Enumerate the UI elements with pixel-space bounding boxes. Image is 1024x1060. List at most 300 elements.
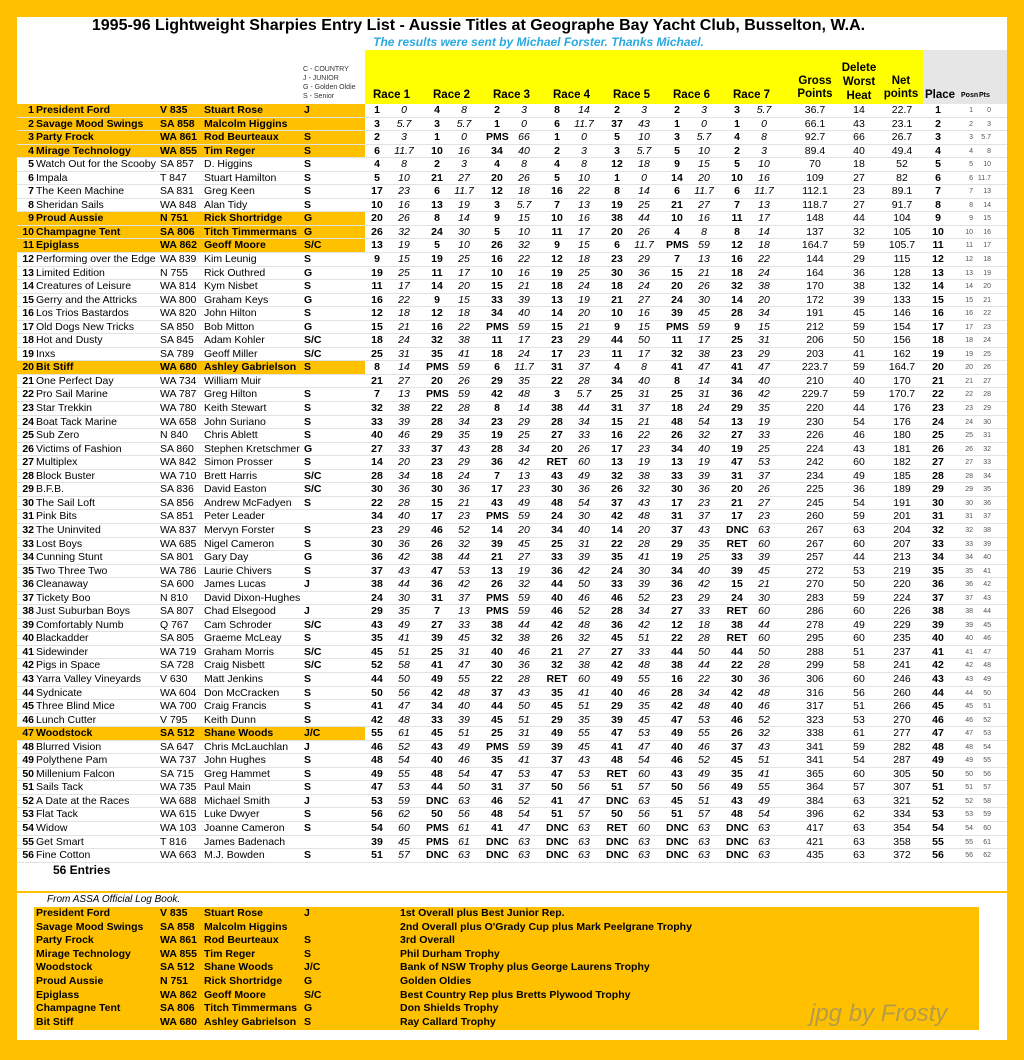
table-row [17,795,1007,809]
skipper-name: David Easton [204,483,267,496]
race-3-points: 63 [518,835,530,848]
skipper-name: Ashley Gabrielson [204,361,297,374]
net-points: 334 [893,808,911,821]
boat-name: Just Suburban Boys [36,605,130,618]
race-6-points: 63 [698,821,710,834]
race-5-position: 17 [611,442,623,455]
race-4-points: 13 [578,198,590,211]
race-4-points: 15 [578,239,590,252]
award-title: Best Country Rep plus Bretts Plywood Trophy [400,988,631,1001]
race-5-position: 46 [611,591,623,604]
award-boat-name: Epiglass [36,988,80,1001]
place: 45 [932,700,944,713]
row-number: 46 [22,713,34,726]
race-1-points: 32 [398,225,410,238]
race-7-points: 49 [758,794,770,807]
sail-number: WA 685 [160,537,197,550]
race-1-position: 33 [371,415,383,428]
race-5-position: 47 [611,727,623,740]
race-3-position: 2 [494,104,500,116]
race-5-points: 42 [638,618,650,631]
race-7-points: 21 [758,578,770,591]
skipper-name: Matt Jenkins [204,672,263,685]
race-4-points: 42 [578,564,590,577]
place: 28 [932,469,944,482]
race-4-position: 48 [551,496,563,509]
sail-number: WA 103 [160,821,197,834]
deleted-worst-heat: 51 [853,700,865,713]
race-7-points: 37 [758,469,770,482]
posn: 8 [969,201,973,209]
race-6-points: 27 [698,198,710,211]
posn: 47 [965,730,973,738]
net-points: 89.1 [891,185,913,198]
race-5-position: 48 [611,754,623,767]
pts: 28 [983,391,991,399]
race-7-points: 44 [758,618,770,631]
race-2-position: 13 [431,198,443,211]
pts: 57 [983,784,991,792]
race-3-position: 21 [491,551,503,564]
race-4-position: 24 [551,510,563,523]
race-5-points: 20 [638,523,650,536]
skipper-name: Titch Timmermans [204,225,297,238]
posn: 33 [965,540,973,548]
award-skipper: Ashley Gabrielson [204,1015,297,1028]
award-skipper: Malcolm Higgins [204,920,288,933]
race-1-points: 62 [398,808,410,821]
race-6-position: 20 [671,280,683,293]
race-5-points: 5.7 [636,144,652,157]
race-5-position: 44 [611,334,623,347]
race-1-position: 28 [371,469,383,482]
boat-name: Comfortably Numb [36,618,124,631]
race-3-position: 29 [491,374,503,387]
race-7-points: 15 [758,320,770,333]
net-points: 176 [893,402,911,415]
pts: 8 [987,147,991,155]
deleted-worst-heat: 38 [853,280,865,293]
header-delete-worst-heat [837,61,881,103]
deleted-worst-heat: 44 [853,212,865,225]
gross-points: 338 [806,727,824,740]
race-1-position: 1 [374,104,380,116]
race-3-position: 3 [494,198,500,211]
deleted-worst-heat: 54 [853,754,865,767]
race-4-points: 26 [578,442,590,455]
net-points: 372 [893,849,911,862]
net-points: 307 [893,781,911,794]
race-5-points: 22 [638,429,650,442]
race-7-points: 27 [758,496,770,509]
race-5-points: 53 [638,727,650,740]
race-4-points: 35 [578,713,590,726]
race-4-position: 14 [551,307,563,320]
race-5-points: 43 [638,117,650,130]
place: 40 [932,632,944,645]
table-row [17,199,1007,213]
race-5-points: 18 [638,158,650,171]
race-6-points: 35 [698,537,710,550]
deleted-worst-heat: 23 [853,185,865,198]
race-5-position: 27 [611,645,623,658]
skipper-name: Kym Nisbet [204,280,258,293]
race-1-position: 43 [371,618,383,631]
skipper-name: Keith Dunn [204,713,256,726]
gross-points: 317 [806,700,824,713]
race-4-points: 46 [578,591,590,604]
pts: 25 [983,350,991,358]
race-6-points: 21 [698,266,710,279]
gross-points: 288 [806,645,824,658]
race-4-position: 18 [551,280,563,293]
gross-points: 203 [806,347,824,360]
place: 27 [932,456,944,469]
skipper-name: Nigel Cameron [204,537,275,550]
race-2-position: 18 [431,469,443,482]
race-5-points: 3 [641,104,647,116]
posn: 14 [965,283,973,291]
skipper-name: Graham Keys [204,293,269,306]
race-4-points: 36 [578,483,590,496]
deleted-worst-heat: 43 [853,442,865,455]
class-code: S [304,198,312,211]
race-1-points: 48 [398,713,410,726]
race-1-points: 41 [398,632,410,645]
net-points: 237 [893,645,911,658]
skipper-name: Luke Dwyer [204,808,260,821]
race-3-points: 18 [518,185,530,198]
race-3-position: DNC [486,849,509,862]
race-5-position: 39 [611,713,623,726]
race-5-position: 50 [611,808,623,821]
race-2-position: 35 [431,347,443,360]
race-7-position: 30 [731,672,743,685]
net-points: 204 [893,523,911,536]
race-5-position: 41 [611,740,623,753]
race-3-points: 37 [518,781,530,794]
place: 30 [932,496,944,509]
row-number: 47 [22,727,34,740]
gross-points: 206 [806,334,824,347]
class-code: S [304,672,312,685]
place: 46 [932,713,944,726]
race-2-position: 11 [431,266,443,279]
row-number: 19 [22,347,34,360]
award-title: Ray Callard Trophy [400,1015,496,1028]
row-number: 10 [22,225,34,238]
race-2-position: 29 [431,429,443,442]
race-2-position: 6 [434,185,440,198]
boat-name: The Uninvited [36,523,101,536]
table-row [17,307,1007,321]
race-3-position: 34 [491,307,503,320]
race-6-position: 9 [674,158,680,171]
place: 32 [932,523,944,536]
race-7-points: 26 [758,483,770,496]
skipper-name: Joanne Cameron [204,821,285,834]
class-code: S/C [304,469,322,482]
race-5-position: 16 [611,429,623,442]
race-3-points: 41 [518,754,530,767]
race-4-position: 21 [551,645,563,658]
sail-number: WA 837 [160,523,197,536]
gross-points: 365 [806,767,824,780]
header-pts: Pts [979,92,990,99]
net-points: 49.4 [891,144,913,157]
race-6-points: 23 [698,496,710,509]
race-5-points: 48 [638,659,650,672]
race-4-position: 22 [551,374,563,387]
race-1-position: 37 [371,564,383,577]
race-2-position: PMS [426,835,449,848]
sail-number: WA 680 [160,361,197,374]
race-6-points: 16 [698,212,710,225]
header-gross-line2: Points [797,88,833,100]
race-1-position: 15 [371,320,383,333]
race-3-points: 20 [518,523,530,536]
race-7-position: RET [726,537,748,550]
sail-number: WA 855 [160,144,197,157]
pts: 56 [983,770,991,778]
race-6-position: 46 [671,754,683,767]
class-code: S [304,849,312,862]
table-row [17,497,1007,511]
posn: 17 [965,323,973,331]
boat-name: The Keen Machine [36,185,125,198]
race-2-points: 44 [458,551,470,564]
race-1-position: 48 [371,754,383,767]
race-2-points: 59 [458,361,470,374]
race-4-position: 11 [551,225,563,238]
race-3-points: 25 [518,429,530,442]
row-number: 49 [22,754,34,767]
class-code: J [304,794,310,807]
sail-number: SA 857 [160,158,194,171]
sail-number: SA 715 [160,767,194,780]
race-1-points: 16 [398,198,410,211]
race-1-points: 51 [398,645,410,658]
race-5-position: 11 [611,347,623,360]
class-code: S [304,808,312,821]
place: 31 [932,510,944,523]
race-7-points: 46 [758,700,770,713]
header-gross-line1: Gross [798,75,832,87]
race-4-position: 45 [551,700,563,713]
sail-number: WA 861 [160,131,197,144]
table-row [17,673,1007,687]
race-3-points: 15 [518,212,530,225]
race-4-points: 21 [578,320,590,333]
race-4-points: 5.7 [576,388,592,401]
race-5-points: 43 [638,496,650,509]
race-1-position: 17 [371,185,383,198]
race-1-points: 43 [398,564,410,577]
net-points: 305 [893,767,911,780]
net-points: 235 [893,632,911,645]
pts: 13 [983,188,991,196]
race-1-points: 33 [398,442,410,455]
net-points: 220 [893,578,911,591]
posn: 22 [965,391,973,399]
pts: 41 [983,567,991,575]
class-code: J [304,578,310,591]
race-2-position: 47 [431,564,443,577]
gross-points: 234 [806,469,824,482]
race-7-position: 39 [731,564,743,577]
gross-points: 212 [806,320,824,333]
race-7-position: 14 [731,293,743,306]
skipper-name: Adam Kohler [204,334,265,347]
race-2-position: 9 [434,293,440,306]
posn: 44 [965,689,973,697]
race-7-points: 60 [758,632,770,645]
boat-name: Pro Sail Marine [36,388,108,401]
pts: 32 [983,445,991,453]
place: 23 [932,402,944,415]
skipper-name: Stuart Hamilton [204,171,277,184]
race-2-points: 8 [461,104,467,116]
race-7-points: 60 [758,537,770,550]
race-6-position: 37 [671,523,683,536]
place: 10 [932,225,944,238]
net-points: 241 [893,659,911,672]
class-code: S/C [304,334,322,347]
race-6-position: 32 [671,347,683,360]
race-7-points: 54 [758,808,770,821]
race-1-points: 58 [398,659,410,672]
race-1-points: 30 [398,591,410,604]
pts: 18 [983,256,991,264]
place: 29 [932,483,944,496]
sail-number: N 840 [160,429,189,442]
race-7-points: 11.7 [754,185,774,198]
race-4-points: 34 [578,415,590,428]
race-4-points: 48 [578,618,590,631]
skipper-name: Brett Harris [204,469,258,482]
race-2-points: 59 [458,388,470,401]
race-4-points: 8 [581,158,587,171]
gross-points: 421 [806,835,824,848]
race-6-position: 29 [671,537,683,550]
race-2-points: 39 [458,713,470,726]
race-7-points: 60 [758,605,770,618]
header-delete-line2: Worst [842,76,876,88]
race-6-position: 22 [671,632,683,645]
net-points: 115 [893,253,911,266]
race-7-points: 35 [758,402,770,415]
race-5-position: 37 [611,496,623,509]
race-3-position: 23 [491,415,503,428]
race-1-position: 45 [371,645,383,658]
skipper-name: Andrew McFadyen [204,496,292,509]
skipper-name: Chris McLauchlan [204,740,289,753]
award-title: Don Shields Trophy [400,1002,499,1015]
race-7-position: 22 [731,659,743,672]
race-4-position: DNC [546,835,569,848]
race-4-position: 32 [551,659,563,672]
gross-points: 70 [809,158,821,171]
race-2-points: 10 [458,239,470,252]
race-3-position: 38 [491,618,503,631]
race-3-position: 48 [491,808,503,821]
row-number: 28 [22,469,34,482]
row-number: 44 [22,686,34,699]
race-3-points: 49 [518,496,530,509]
race-5-position: 37 [611,117,623,130]
award-boat-name: Mirage Technology [36,947,131,960]
class-code: S [304,821,312,834]
award-skipper: Geoff Moore [204,988,266,1001]
race-6-position: 38 [671,659,683,672]
race-3-points: 47 [518,821,530,834]
table-row [17,741,1007,755]
race-7-points: 42 [758,388,770,401]
race-6-position: 36 [671,578,683,591]
pts: 55 [983,757,991,765]
table-row [17,578,1007,592]
race-4-points: 45 [578,740,590,753]
race-6-position: 14 [671,171,683,184]
pts: 35 [983,486,991,494]
sail-number: Q 767 [160,618,189,631]
pts: 21 [983,296,991,304]
race-5-points: 31 [638,388,650,401]
race-7-position: RET [726,605,748,618]
race-7-points: 25 [758,442,770,455]
pts: 11.7 [977,174,991,182]
race-4-points: 10 [578,171,590,184]
race-7-points: 18 [758,239,770,252]
class-code: S/C [304,239,322,252]
race-3-points: 0 [521,117,527,130]
row-number: 30 [22,496,34,509]
place: 12 [932,253,944,266]
pts: 47 [983,648,991,656]
table-row [17,510,1007,524]
sail-number: WA 862 [160,239,197,252]
pts: 48 [983,662,991,670]
deleted-worst-heat: 63 [853,849,865,862]
race-7-points: 63 [758,523,770,536]
skipper-name: John Suriano [204,415,266,428]
race-4-position: 4 [554,158,560,171]
table-row [17,836,1007,850]
header-posn: Posn [961,92,979,99]
deleted-worst-heat: 39 [853,293,865,306]
race-3-position: 45 [491,713,503,726]
race-6-position: 1 [674,117,680,130]
posn: 41 [965,648,973,656]
race-5-position: 30 [611,266,623,279]
sail-number: WA 787 [160,388,197,401]
race-4-position: 10 [551,212,563,225]
race-5-position: 19 [611,198,623,211]
row-number: 18 [22,334,34,347]
race-2-points: 25 [458,253,470,266]
race-1-position: 53 [371,794,383,807]
deleted-worst-heat: 50 [853,578,865,591]
race-7-position: 25 [731,334,743,347]
race-1-points: 50 [398,672,410,685]
posn: 24 [965,418,973,426]
award-title: Golden Oldies [400,975,472,987]
deleted-worst-heat: 60 [853,605,865,618]
skipper-name: Greg Hammet [204,767,270,780]
skipper-name: Stephen Kretschmer [204,442,300,455]
row-number: 31 [22,510,34,523]
posn: 37 [965,594,973,602]
